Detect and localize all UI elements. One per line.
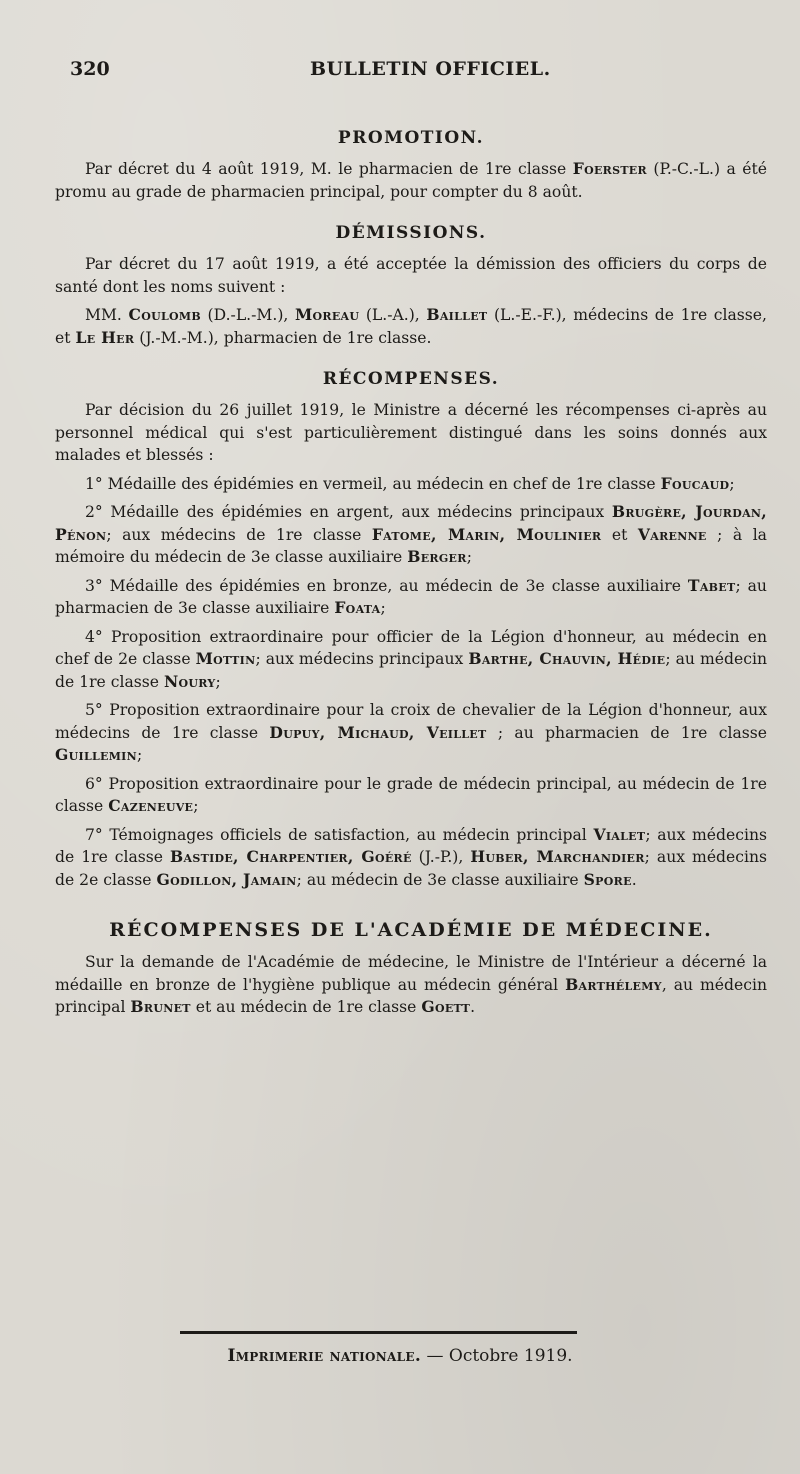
section-recompenses: [55, 369, 767, 891]
text-run: (L.-E.-F.), médecins de 1re classe, et: [55, 306, 767, 347]
person-name: Spore: [583, 869, 632, 889]
section-heading-demissions: DÉMISSIONS.: [335, 223, 487, 243]
text-run: (D.-L.-M.),: [200, 306, 295, 324]
text-run: Par décret du 4 août 1919, M. le pharmacien de 1re classe: [85, 160, 573, 178]
person-name: Mottin: [195, 649, 256, 668]
paragraph: [55, 158, 767, 203]
text-run: ; à la mémoire du médecin de 3e classe auxiliaire: [55, 525, 767, 566]
section-heading-academie: RÉCOMPENSES DE L'ACADÉMIE DE MÉDECINE.: [109, 919, 713, 941]
text-run: ; au pharmacien de 3e classe auxiliaire: [55, 576, 767, 617]
list-item: [55, 575, 767, 620]
paragraph: [55, 951, 767, 1019]
list-item: [55, 773, 767, 818]
person-name: Tabet: [687, 575, 736, 595]
print-date: — Octobre 1919.: [421, 1346, 573, 1366]
text-run: et au médecin de 1re classe: [190, 998, 422, 1016]
section-demissions: [55, 223, 767, 349]
text-run: ; au médecin de 3e classe auxiliaire: [296, 870, 584, 889]
text-run: (P.-C.-L.) a été promu au grade de pharmacien principal, pour compter du 8 août.: [55, 160, 767, 201]
person-name: Barthe, Chauvin, Hédie: [468, 649, 666, 668]
person-name: Cazeneuve: [108, 796, 194, 815]
text-run: 2° Médaille des épidémies en argent, aux médecins principaux: [85, 503, 612, 521]
text-run: 5° Proposition extraordinaire pour la croix de chevalier de la Légion d'honneur, aux médecins de 1re classe: [55, 701, 767, 742]
person-name: Godillon, Jamain: [156, 869, 297, 889]
person-name: Coulomb: [128, 305, 201, 324]
person-name: Noury: [163, 671, 216, 691]
page-header: [70, 58, 770, 88]
person-name: Huber, Marchandier: [470, 847, 645, 866]
person-name: Guillemin: [55, 745, 137, 764]
footer-divider: [180, 1331, 577, 1334]
person-name: Berger: [407, 547, 467, 566]
text-run: ; aux médecins de 2e classe: [55, 848, 768, 889]
text-run: ;: [193, 797, 199, 815]
text-run: .: [631, 870, 637, 889]
section-promotion: [55, 128, 767, 203]
person-name: Le Her: [75, 327, 135, 347]
text-run: ; aux médecins de 1re classe: [55, 825, 768, 866]
text-run: (L.-A.),: [359, 306, 427, 324]
text-run: .: [470, 998, 476, 1016]
text-run: (J.-P.),: [411, 848, 471, 866]
text-run: ; au pharmacien de 1re classe: [486, 723, 767, 742]
person-name: Brunet: [130, 997, 191, 1016]
person-name: Dupuy, Michaud, Veillet: [269, 722, 487, 742]
text-run: et: [601, 525, 638, 544]
person-name: Barthélemy: [565, 974, 662, 994]
person-name: Baillet: [426, 305, 488, 324]
text-run: (J.-M.-M.), pharmacien de 1re classe.: [134, 328, 432, 347]
text-run: ; au médecin de 1re classe: [55, 650, 768, 691]
person-name: Foerster: [572, 159, 647, 178]
list-item: [55, 699, 767, 767]
person-name: Foata: [334, 598, 381, 617]
person-name: Vialet: [593, 824, 646, 844]
running-title: BULLETIN OFFICIEL.: [310, 58, 551, 80]
text-run: ; aux médecins de 1re classe: [106, 525, 372, 544]
paragraph: Par décret du 17 août 1919, a été acceptée la démission des officiers du corps de santé dont les noms suivent :: [55, 255, 767, 296]
text-run: 4° Proposition extraordinaire pour officier de la Légion d'honneur, au médecin en chef de 2e classe: [55, 627, 767, 668]
text-run: ;: [215, 672, 221, 691]
person-name: Goett: [421, 997, 471, 1016]
list-item: [55, 501, 767, 569]
text-run: MM.: [85, 306, 129, 324]
section-heading-promotion: PROMOTION.: [337, 128, 485, 148]
person-name: Moreau: [294, 305, 360, 324]
list-item: [55, 824, 767, 892]
person-name: Fatome, Marin, Moulinier: [371, 524, 602, 544]
text-run: 3° Médaille des épidémies en bronze, au médecin de 3e classe auxiliaire: [85, 576, 688, 595]
section-academie: [55, 919, 767, 1019]
printer-name: Imprimerie nationale.: [227, 1346, 422, 1366]
text-run: ; aux médecins principaux: [255, 650, 469, 668]
list-item: [55, 626, 767, 694]
section-heading-recompenses: RÉCOMPENSES.: [322, 369, 500, 389]
person-name: Varenne: [637, 524, 707, 544]
text-run: ;: [137, 746, 143, 764]
text-run: 7° Témoignages officiels de satisfaction, au médecin principal: [85, 825, 594, 844]
page-number: 320: [70, 58, 110, 80]
text-run: 6° Proposition extraordinaire pour le grade de médecin principal, au médecin de 1re classe: [55, 774, 767, 815]
person-name: Foucaud: [660, 473, 730, 493]
person-name: Bastide, Charpentier, Goéré: [170, 847, 412, 866]
person-name: Brugère, Jourdan, Pénon: [55, 502, 767, 544]
text-run: ;: [466, 548, 472, 566]
text-run: Sur la demande de l'Académie de médecine, le Ministre de l'Intérieur a décerné la médaille en bronze de l'hygiène publique au médecin général: [55, 953, 767, 994]
paragraph: Par décision du 26 juillet 1919, le Ministre a décerné les récompenses ci-après au personnel médical qui s'est particulièrement distingué dans les soins donnés aux malades et blessés :: [55, 401, 767, 464]
list-item: [55, 473, 767, 496]
text-run: 1° Médaille des épidémies en vermeil, au médecin en chef de 1re classe: [85, 474, 661, 493]
printer-footer: [120, 1346, 680, 1366]
text-run: , au médecin principal: [55, 975, 767, 1016]
paragraph: [55, 304, 767, 349]
page-body: [55, 128, 767, 1025]
text-run: ;: [729, 474, 735, 493]
text-run: ;: [380, 599, 386, 617]
